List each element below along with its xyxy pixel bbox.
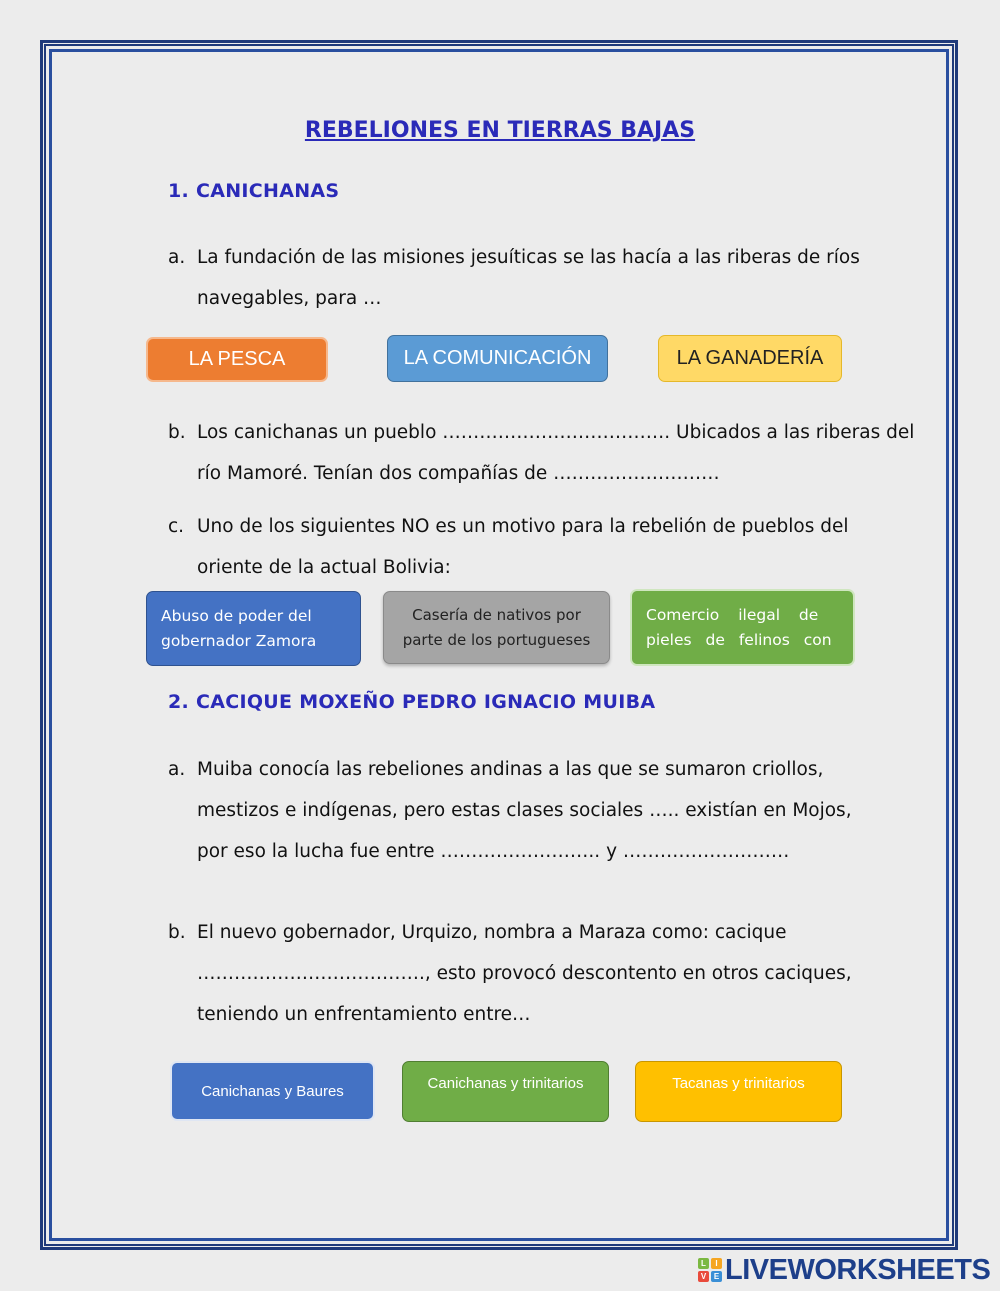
question-2b-line2: ………………………………., esto provocó descontento en otros caciques,	[197, 963, 852, 984]
question-1c-letter: c.	[168, 516, 185, 537]
option-1c-caseria-de-nativos[interactable]	[383, 591, 610, 664]
option-2b-tacanas-y-trinitarios[interactable]	[635, 1061, 842, 1122]
question-1a-letter: a.	[168, 247, 186, 268]
question-1a-line2: navegables, para …	[197, 288, 382, 309]
option-1a-la-comunicacion[interactable]	[387, 335, 608, 382]
question-1b-line2: río Mamoré. Tenían dos compañías de ………………………	[197, 463, 720, 484]
question-1b-letter: b.	[168, 422, 186, 443]
option-text-line2: gobernador Zamora	[161, 631, 317, 650]
question-1b-line1: Los canichanas un pueblo ………………………………. Ubicados a las riberas del	[197, 422, 915, 443]
option-1c-abuso-de-poder[interactable]	[146, 591, 361, 666]
option-label: Canichanas y trinitarios	[427, 1075, 584, 1092]
option-label: Canichanas y Baures	[201, 1082, 344, 1100]
worksheet-title: REBELIONES EN TIERRAS BAJAS	[304, 118, 696, 143]
option-label: LA COMUNICACIÓN	[403, 347, 592, 369]
section-2-heading: 2. CACIQUE MOXEÑO PEDRO IGNACIO MUIBA	[168, 691, 656, 713]
option-label: LA PESCA	[188, 348, 286, 370]
question-1a-line1: La fundación de las misiones jesuíticas se las hacía a las riberas de ríos	[197, 247, 860, 268]
liveworksheets-logo-text: LIVEWORKSHEETS	[725, 1253, 991, 1286]
section-1-heading: 1. CANICHANAS	[168, 180, 340, 202]
question-2a-line2: mestizos e indígenas, pero estas clases sociales ….. existían en Mojos,	[197, 800, 852, 821]
option-1a-la-ganaderia[interactable]	[658, 335, 842, 382]
option-text-line2: pieles de felinos con	[646, 630, 832, 649]
question-2b-letter: b.	[168, 922, 186, 943]
question-2a-line3: por eso la lucha fue entre …………………….. y ………………………	[197, 841, 790, 862]
option-1a-la-pesca[interactable]	[146, 337, 328, 382]
option-text-line1: Casería de nativos por	[412, 605, 581, 624]
option-2b-canichanas-y-baures[interactable]	[170, 1061, 375, 1121]
question-2a-line1: Muiba conocía las rebeliones andinas a las que se sumaron criollos,	[197, 759, 824, 780]
liveworksheets-logo	[698, 1253, 991, 1286]
option-text-line1: Comercio ilegal de	[646, 605, 819, 624]
option-label: Tacanas y trinitarios	[672, 1075, 805, 1092]
question-1c-line2: oriente de la actual Bolivia:	[197, 557, 451, 578]
liveworksheets-logo-icon: L I V E	[698, 1258, 722, 1282]
option-label: LA GANADERÍA	[676, 347, 824, 369]
question-2b-line3: teniendo un enfrentamiento entre…	[197, 1004, 531, 1025]
question-2a-letter: a.	[168, 759, 186, 780]
option-text-line1: Abuso de poder del	[161, 606, 312, 625]
option-text-line2: parte de los portugueses	[402, 630, 591, 649]
option-1c-comercio-ilegal[interactable]	[630, 589, 855, 666]
question-2b-line1: El nuevo gobernador, Urquizo, nombra a Maraza como: cacique	[197, 922, 787, 943]
option-2b-canichanas-y-trinitarios[interactable]	[402, 1061, 609, 1122]
question-1c-line1: Uno de los siguientes NO es un motivo para la rebelión de pueblos del	[197, 516, 849, 537]
